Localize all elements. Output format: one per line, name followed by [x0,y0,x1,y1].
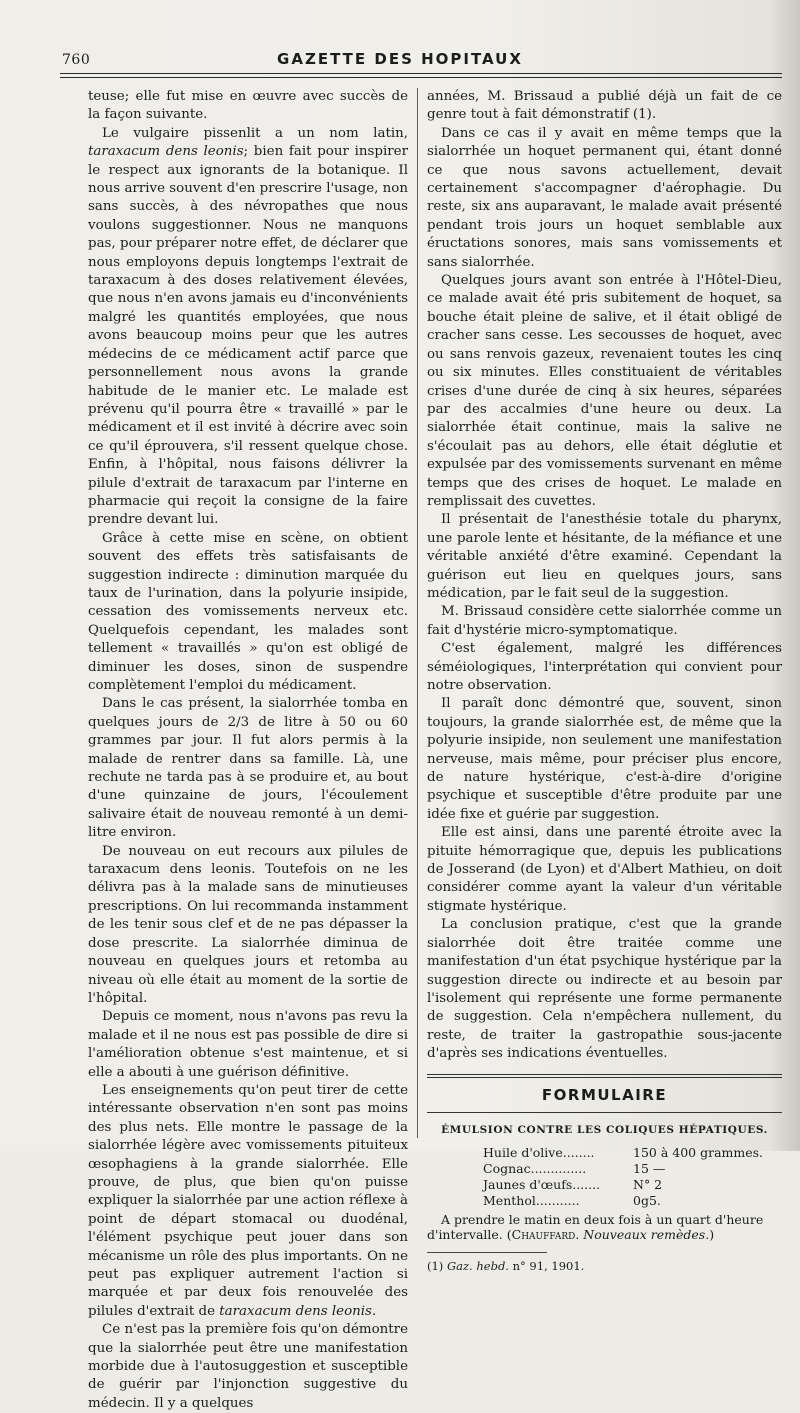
footnote-rule [427,1252,547,1253]
paragraph-text: M. Brissaud considère cette sialorrhée comme un fait d'hystérie micro-symptomatique. [427,604,782,638]
paragraph [427,88,782,125]
journal-title: GAZETTE DES HOPITAUX [277,50,523,68]
section-rule [427,1074,782,1075]
header-rule [60,77,782,78]
column-divider [417,88,418,1138]
ingredient-name: Jaunes d'œufs....... [483,1177,601,1193]
paragraph [427,916,782,1063]
instructions-text: A prendre le matin en deux fois à un quart d'heure d'intervalle. [427,1212,764,1243]
paragraph-text: ; bien fait pour inspirer le respect aux ignorants de la botanique. Il nous arrive souvent d'en prescrire l'usage, non sans succès, à des névropathes que nous voulons suggestionner. Nous ne manquons pas, pour préparer notre effet, de déclarer que nous employons depuis longtemps l'extrait de taraxacum à des doses relativement élevées, que nous n'en avons jamais eu d'inconvénients malgré les quantités employées, que nous avons beaucoup moins peur que les autres médecins de ce médicament actif parce que personnellement nous avons la grande habitude de le manier etc. Le malade est prévenu qu'il pourra être « travaillé » par le médicament et il est invité à décrire avec soin ce qu'il éprouvera, s'il ressent quelque chose. Enfin, à l'hôpital, nous faisons délivrer la pilule d'extrait de taraxacum par l'interne en pharmacie qui reçoit la consigne de la faire prendre devant lui. [88,144,408,528]
recipe-instructions [427,1212,782,1242]
ingredient-name: Cognac.............. [483,1161,587,1177]
paragraph [88,125,408,530]
paragraph-text: Ce n'est pas la première fois qu'on démontre que la sialorrhée peut être une manifestation morbide due à l'autosuggestion et susceptible de guérir par l'injonction suggestive du médecin. Il y a quelques [88,1322,408,1411]
right-column-body [427,88,782,1064]
paragraph-text: De nouveau on eut recours aux pilules de taraxacum dens leonis. Toutefois on ne les délivra pas à la malade sans de minutieuses prescriptions. On lui recommanda instamment de les tenir sous clef et de ne pas dépasser la dose prescrite. La sialorrhée diminua de nouveau en quelques jours et retomba au niveau où elle était au moment de la sortie de l'hôpital. [88,843,408,1006]
paragraph-text: Il présentait de l'anesthésie totale du pharynx, une parole lente et hésitante, de la méfiance et une véritable anxiété d'être examiné. Cependant la guérison eut lieu en quelques jours, sans médication, par le fait seul de la suggestion. [427,512,782,601]
paragraph [88,1321,408,1413]
footnote-ref: Gaz. hebd. [446,1259,509,1274]
right-column [427,88,782,1276]
left-column [88,88,408,1413]
paragraph-text: teuse; elle fut mise en œuvre avec succès de la façon suivante. [88,89,408,123]
paragraph [88,695,408,842]
paragraph-text: La conclusion pratique, c'est que la grande sialorrhée doit être traitée comme une manifestation d'un état psychique hystérique par la suggestion directe ou indirecte et au besoin par l'isolement qui représente une forme permanente de suggestion. Cela n'empêchera nullement, du reste, de traiter la gastropathie sous-jacente d'après ses indications éventuelles. [427,917,782,1062]
paragraph-text: C'est également, malgré les différences séméiologiques, l'interprétation qui convient pour notre observation. [427,641,782,693]
ingredient-name: Huile d'olive........ [483,1145,595,1161]
footnote-marker: (1) [427,1259,447,1274]
recipe-source-close: ) [709,1227,715,1243]
paragraph-text: Dans le cas présent, la sialorrhée tomba en quelques jours de 2/3 de litre à 50 ou 60 grammes par jour. Il fut alors permis à la malade de rentrer dans sa famille. Là, une rechute ne tarda pas à se produire et, au bout d'une quinzaine de jours, l'écoulement salivaire était de nouveau remonté à un demi-litre environ. [88,696,408,841]
ingredient-quantity: N° 2 [633,1177,663,1193]
italic-term: taraxacum dens leonis [88,144,244,160]
recipe-title: ÉMULSION CONTRE LES COLIQUES HÉPATIQUES. [441,1123,768,1136]
paragraph [427,272,782,511]
paragraph-text: années, M. Brissaud a publié déjà un fait de ce genre tout à fait démonstratif (1). [427,89,782,123]
paragraph-text: Depuis ce moment, nous n'avons pas revu la malade et il ne nous est pas possible de dire si l'amélioration obtenue s'est maintenue, et si elle a abouti à une guérison définitive. [88,1009,408,1080]
paragraph-text: . [371,1303,377,1319]
ingredient-quantity: 0g5. [633,1193,661,1209]
ingredient-quantity: 150 à 400 grammes. [633,1145,764,1161]
ingredient-row [483,1177,782,1193]
paragraph-text: Dans ce cas il y avait en même temps que la sialorrhée un hoquet permanent qui, étant donné ce que nous savons actuellement, devait certainement s'accompagner d'aérophagie. Du reste, six ans auparavant, le malade avait présenté pendant trois jours un hoquet semblable aux éructations sonores, mais sans vomissements et sans sialorrhée. [427,125,782,270]
paragraph [427,695,782,824]
section-rule [427,1077,782,1078]
paragraph [88,843,408,1009]
ingredient-row [483,1193,782,1209]
ingredient-list [483,1145,782,1209]
paragraph-text: Le vulgaire pissenlit a un nom latin, [102,125,408,141]
italic-term: taraxacum dens leonis [219,1303,372,1319]
ingredient-row [483,1161,782,1177]
paragraph [427,824,782,916]
paragraph-text: Grâce à cette mise en scène, on obtient souvent des effets très satisfaisants de suggestion indirecte : diminution marquée du taux de l'urination, dans la polyurie insipide, cessation des vomissements nerveux etc. Quelquefois cependant, les malades sont tellement « travaillés » qu'on est obligé de diminuer les doses, sinon de suspendre complètement l'emploi du médicament. [88,530,408,693]
paragraph [427,603,782,640]
ingredient-quantity: 15 — [633,1161,666,1177]
formulaire-section [427,1074,782,1276]
section-rule [427,1112,782,1113]
footnote-rest: n° 91, 1901. [508,1259,585,1274]
paragraph-text: Quelques jours avant son entrée à l'Hôtel-Dieu, ce malade avait été pris subitement de hoquet, sa bouche était pleine de salive, et il était obligé de cracher sans cesse. Les secousses de hoquet, avec ou sans renvois gazeux, revenaient toutes les cinq ou six minutes. Elles constituaient de véritables crises d'une durée de cinq à six heures, séparées par des accalmies d'une heure ou deux. La sialorrhée était continue, mais la salive ne s'écoulait pas au dehors, elle était déglutie et expulsée par des vomissements survenant en même temps que des crises de hoquet. Le malade en remplissait des cuvettes. [427,273,782,509]
ingredient-name: Menthol........... [483,1193,580,1209]
paragraph [427,640,782,695]
paragraph [88,88,408,125]
page-number: 760 [62,52,91,68]
paragraph-text: Il paraît donc démontré que, souvent, sinon toujours, la grande sialorrhée est, de même que la polyurie insipide, non seulement une manifestation nerveuse, mais même, pour préciser plus encore, de nature hystérique, c'est-à-dire d'origine psychique et susceptible d'être produite par une idée fixe et guérie par suggestion. [427,696,782,822]
recipe-source: Nouveaux remèdes. [583,1227,710,1243]
paragraph-text: Les enseignements qu'on peut tirer de cette intéressante observation n'en sont pas moins des plus nets. Elle montre le passage de la sialorrhée légère avec vomissements pituiteux œsophagiens à la grande sialorrhée. Elle prouve, de plus, que bien qu'on puisse expliquer la sialorrhée par une action réflexe à point de départ stomacal ou duodénal, l'élément psychique peut jouer dans son mécanisme un rôle des plus importants. On ne peut pas expliquer autrement l'action si marquée et par deux fois renouvelée des pilules d'extrait de [88,1082,408,1319]
paragraph-text: Elle est ainsi, dans une parenté étroite avec la pituite hémorragique que, depuis les publications de Josserand (de Lyon) et d'Albert Mathieu, on doit considérer comme ayant la valeur d'un véritable stigmate hystérique. [427,825,782,914]
paragraph [88,530,408,696]
paragraph [88,1008,408,1082]
ingredient-row [483,1145,782,1161]
header-rule [60,73,782,74]
paragraph [427,511,782,603]
section-title: FORMULAIRE [541,1085,668,1104]
footnote [427,1257,782,1275]
paragraph [88,1082,408,1321]
recipe-author: (Chauffard. [506,1227,584,1243]
paragraph [427,125,782,272]
